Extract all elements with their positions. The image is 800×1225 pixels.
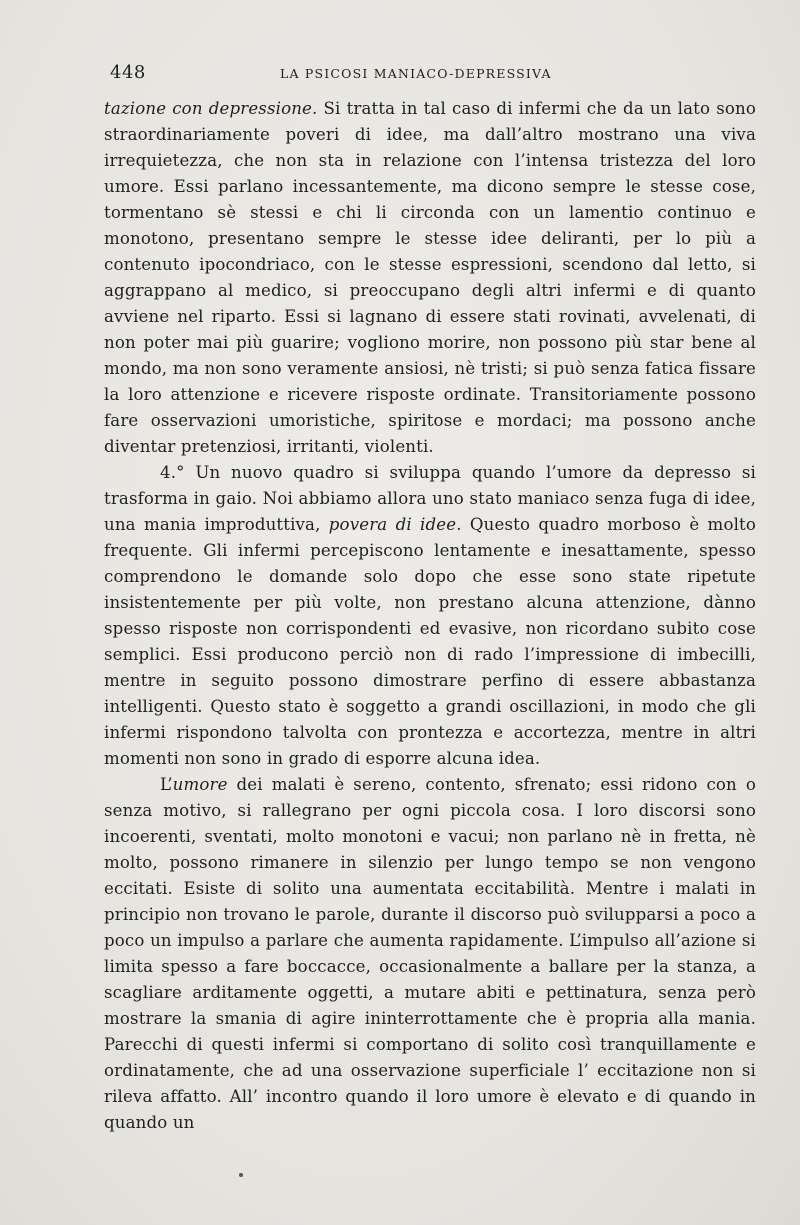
page-number: 448: [110, 62, 146, 83]
paragraph-3-italic: umore: [172, 775, 228, 794]
paragraph-2-text-b: . Questo quadro morboso è molto frequente. Gli infermi percepiscono lentamente e inesattamente, spesso comprendono le domande solo dopo che esse sono state ripetute insistentemente per più volte, non prestano alcuna attenzione, dànno spesso risposte non corrispondenti ed evasive, non ricordano subito cose semplici. Essi producono perciò non di rado l’impressione di imbecilli, mentre in seguito possono dimostrare perfino di essere abbastanza intelligenti. Questo stato è soggetto a grandi oscillazioni, in modo che gli infermi rispondono talvolta con prontezza e accortezza, mentre in altri momenti non sono in grado di esporre alcuna idea.: [104, 515, 757, 768]
page-header: [110, 62, 755, 84]
paragraph-1-text: Si tratta in tal caso di infermi che da un lato sono straordinariamente poveri di idee, ma dall’altro mostrano una viva irrequietezza, che non sta in relazione con l’intensa tristezza del loro umore. Essi parlano incessantemente, ma dicono sempre le stesse cose, tormentano sè stessi e chi li circonda con un lamentio continuo e monotono, presentano sempre le stesse idee deliranti, per lo più a contenuto ipocondriaco, con le stesse espressioni, scendono dal letto, si aggrappano al medico, si preoccupano degli altri infermi e di quanto avviene nel riparto. Essi si lagnano di essere stati rovinati, avvelenati, di non poter mai più guarire; vogliono morire, non possono più star bene al mondo, ma non sono veramente ansiosi, nè tristi; si può senza fatica fissare la loro attenzione e ricevere risposte ordinate. Transitoriamente possono fare osservazioni umoristiche, spiritose e mordaci; ma possono anche diventar pretenziosi, irritanti, violenti.: [104, 99, 756, 456]
paragraph-1: [104, 96, 756, 460]
paragraph-3-text-b: dei malati è sereno, contento, sfrenato; essi ridono con o senza motivo, si rallegrano per ogni piccola cosa. I loro discorsi sono incoerenti, sventati, molto monotoni e vacui; non parlano nè in fretta, nè molto, possono rimanere in silenzio per lungo tempo se non vengono eccitati. Esiste di solito una aumentata eccitabilità. Mentre i malati in principio non trovano le parole, durante il discorso può svilupparsi a poco a poco un impulso a parlare che aumenta rapidamente. L’impulso all’azione si limita spesso a fare boccacce, occasionalmente a ballare per la stanza, a scagliare arditamente oggetti, a mutare abiti e pettinatura, senza però mostrare la smania di agire ininterrottamente che è propria alla mania. Parecchi di questi infermi si comportano di solito così tranquillamente e ordinatamente, che ad una osservazione superficiale l’ eccitazione non si rileva affatto. All’ incontro quando il loro umore è elevato e di quando in quando un: [104, 775, 756, 1132]
paragraph-2-text-a: 4.° Un nuovo quadro si sviluppa quando l’umore da depresso si trasforma in gaio. Noi abbiamo allora uno stato maniaco senza fuga di idee, una mania improduttiva,: [104, 463, 756, 534]
paragraph-3: [104, 772, 756, 1136]
paragraph-1-italic-lead: tazione con depressione.: [104, 99, 318, 118]
ink-speck: [239, 1173, 243, 1177]
paragraph-2-italic: povera di idee: [328, 515, 457, 534]
paragraph-2: [104, 460, 756, 772]
body-text: [104, 96, 756, 1136]
running-head: LA PSICOSI MANIACO-DEPRESSIVA: [280, 66, 552, 81]
paragraph-3-text-a: L’: [160, 775, 173, 794]
